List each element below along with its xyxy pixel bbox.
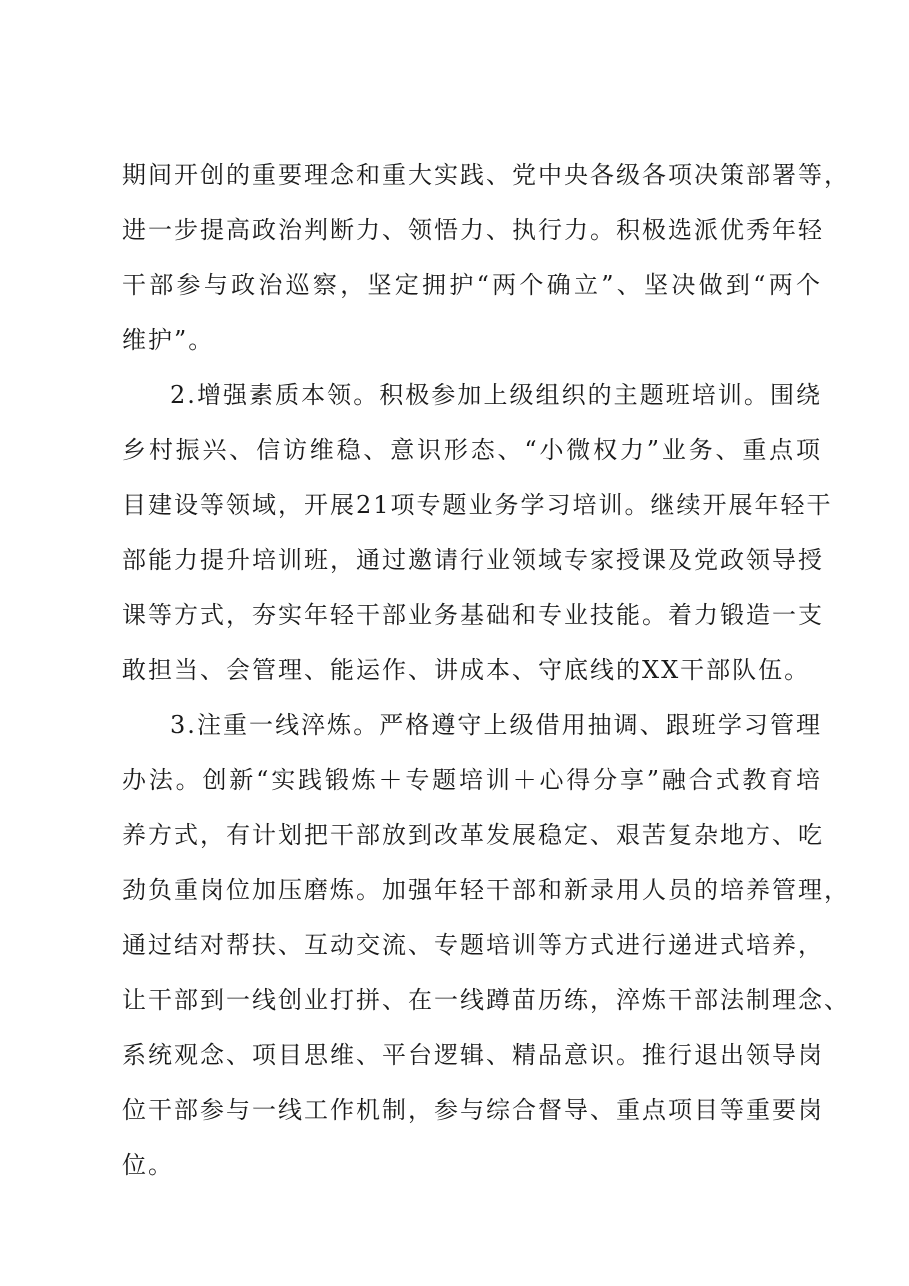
text-line: 位。	[122, 1151, 174, 1179]
document-body	[122, 148, 850, 1193]
text-line: 2.增强素质本领。积极参加上级组织的主题班培训。围绕	[170, 381, 822, 409]
text-line: 通过结对帮扶、互动交流、专题培训等方式进行递进式培养，	[122, 931, 824, 959]
paragraph-3	[122, 698, 850, 1193]
text-line: 部能力提升培训班，通过邀请行业领域专家授课及党政领导授	[122, 546, 824, 574]
text-line: 课等方式，夯实年轻干部业务基础和专业技能。着力锻造一支	[122, 601, 824, 629]
text-line: 劲负重岗位加压磨炼。加强年轻干部和新录用人员的培养管理，	[122, 876, 850, 904]
text-line: 维护”。	[122, 326, 215, 354]
text-line: 进一步提高政治判断力、领悟力、执行力。积极选派优秀年轻	[122, 216, 824, 244]
text-line: 让干部到一线创业打拼、在一线蹲苗历练，淬炼干部法制理念、	[122, 986, 850, 1014]
text-line: 系统观念、项目思维、平台逻辑、精品意识。推行退出领导岗	[122, 1041, 824, 1069]
text-line: 乡村振兴、信访维稳、意识形态、“小微权力”业务、重点项	[122, 436, 822, 464]
text-line: 办法。创新“实践锻炼＋专题培训＋心得分享”融合式教育培	[122, 766, 822, 794]
text-line: 3.注重一线淬炼。严格遵守上级借用抽调、跟班学习管理	[170, 711, 822, 739]
text-line: 敢担当、会管理、能运作、讲成本、守底线的XX干部队伍。	[122, 656, 811, 684]
text-line: 期间开创的重要理念和重大实践、党中央各级各项决策部署等，	[122, 161, 850, 189]
paragraph-2	[122, 368, 833, 698]
text-line: 干部参与政治巡察，坚定拥护“两个确立”、坚决做到“两个	[122, 271, 822, 299]
paragraph-1	[122, 148, 850, 368]
text-line: 位干部参与一线工作机制，参与综合督导、重点项目等重要岗	[122, 1096, 824, 1124]
text-line: 养方式，有计划把干部放到改革发展稳定、艰苦复杂地方、吃	[122, 821, 824, 849]
text-line: 目建设等领域，开展21项专题业务学习培训。继续开展年轻干	[122, 491, 833, 519]
